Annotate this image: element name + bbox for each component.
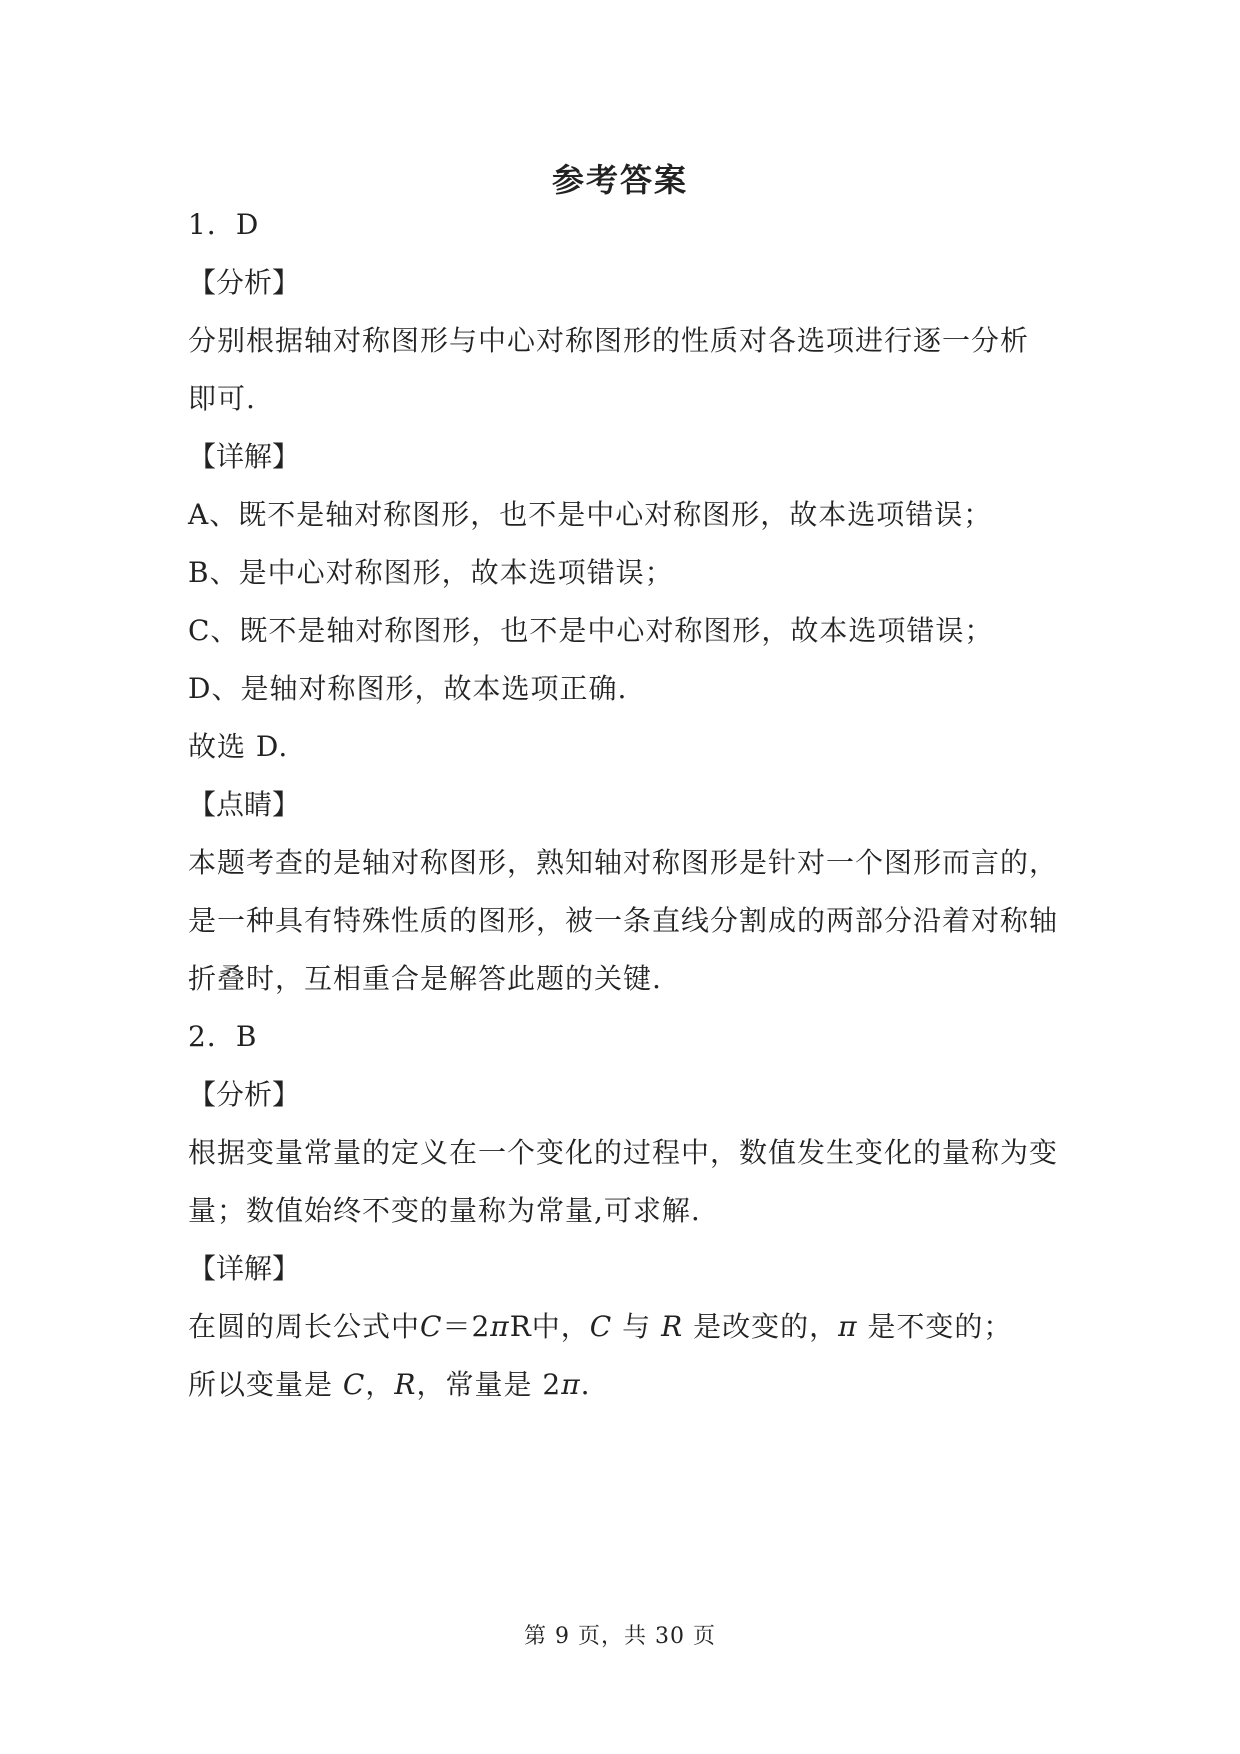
q1-detail-d: D、是轴对称图形，故本选项正确. bbox=[188, 672, 628, 705]
var-r: R bbox=[661, 1310, 684, 1343]
q2-detail-label: 【详解】 bbox=[188, 1252, 301, 1285]
q1-detail-label: 【详解】 bbox=[188, 440, 301, 473]
var-r-2: R bbox=[394, 1368, 417, 1401]
q2-detail-line2-mid: ，常量是 2 bbox=[416, 1368, 562, 1401]
q1-conclusion: 故选 D. bbox=[188, 730, 289, 763]
q2-detail-line1-end: 是不变的； bbox=[867, 1310, 1013, 1343]
q2-answer: 2．B bbox=[188, 1020, 258, 1053]
page-title: 参考答案 bbox=[551, 161, 688, 199]
page-footer: 第 9 页，共 30 页 bbox=[524, 1624, 716, 1649]
q2-analysis-line2: 量；数值始终不变的量称为常量,可求解. bbox=[188, 1194, 701, 1227]
q1-comment-line3: 折叠时，互相重合是解答此题的关键. bbox=[188, 962, 662, 995]
formula-eq: ＝2 bbox=[442, 1310, 491, 1343]
q2-detail-line2-pre: 所以变量是 bbox=[188, 1368, 334, 1401]
var-c: C bbox=[589, 1310, 613, 1343]
const-pi-2: π bbox=[561, 1368, 581, 1401]
q2-detail-line2-sep: ， bbox=[365, 1368, 395, 1401]
q1-comment-line1: 本题考查的是轴对称图形，熟知轴对称图形是针对一个图形而言的， bbox=[188, 846, 1059, 879]
q2-analysis-line1: 根据变量常量的定义在一个变化的过程中，数值发生变化的量称为变 bbox=[188, 1136, 1059, 1169]
const-pi: π bbox=[838, 1310, 858, 1343]
q1-comment-line2: 是一种具有特殊性质的图形，被一条直线分割成的两部分沿着对称轴 bbox=[188, 904, 1059, 937]
formula-r: R bbox=[509, 1310, 532, 1343]
q2-detail-line1-mid3: 是改变的， bbox=[693, 1310, 839, 1343]
formula-pi: π bbox=[490, 1310, 510, 1343]
q2-detail-line2-end: . bbox=[580, 1368, 591, 1401]
q1-comment-label: 【点睛】 bbox=[188, 788, 301, 821]
q2-detail-line1 bbox=[188, 1307, 1068, 1347]
q1-analysis-label: 【分析】 bbox=[188, 266, 301, 299]
var-c-2: C bbox=[342, 1368, 366, 1401]
q2-detail-line1-pre: 在圆的周长公式中 bbox=[188, 1310, 421, 1343]
formula-c: C bbox=[420, 1310, 443, 1343]
q1-analysis-line2: 即可. bbox=[188, 382, 256, 415]
q1-detail-c: C、既不是轴对称图形，也不是中心对称图形，故本选项错误； bbox=[188, 614, 994, 647]
q2-detail-line1-mid2: 与 bbox=[622, 1310, 652, 1343]
q1-detail-a: A、既不是轴对称图形，也不是中心对称图形，故本选项错误； bbox=[188, 498, 993, 531]
q1-answer: 1．D bbox=[188, 208, 260, 241]
q2-detail-line1-mid1: 中， bbox=[531, 1310, 590, 1343]
q2-analysis-label: 【分析】 bbox=[188, 1078, 301, 1111]
q1-detail-b: B、是中心对称图形，故本选项错误； bbox=[188, 556, 674, 589]
q1-analysis-line1: 分别根据轴对称图形与中心对称图形的性质对各选项进行逐一分析 bbox=[188, 324, 1030, 357]
q2-detail-line2 bbox=[188, 1365, 1068, 1405]
